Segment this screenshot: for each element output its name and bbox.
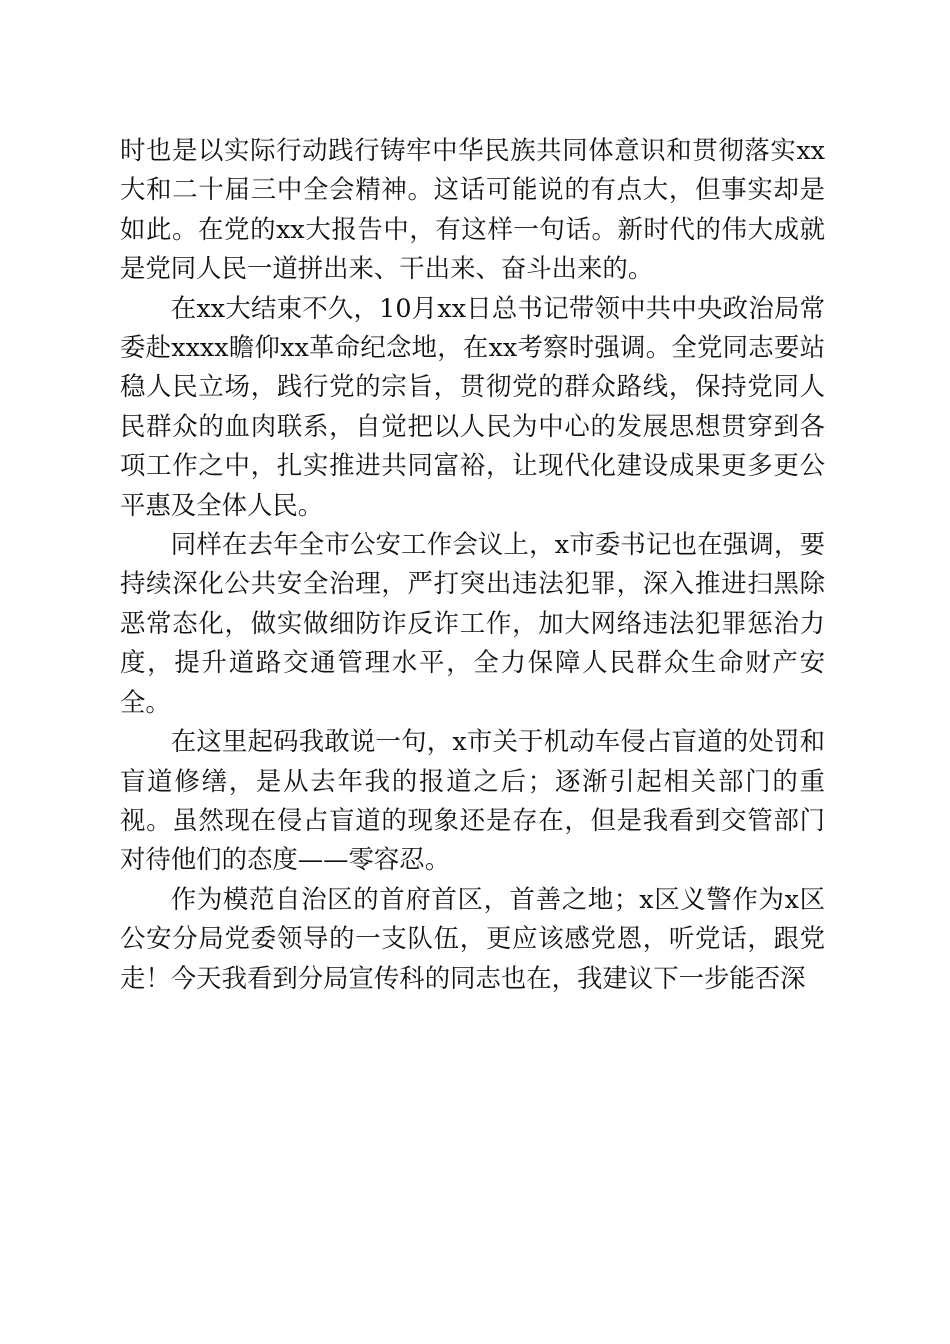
paragraph-city-public-security-meeting: 同样在去年全市公安工作会议上，x市委书记也在强调，要持续深化公共安全治理，严打突出违法犯罪，深入推进扫黑除恶常态化，做实做细防诈反诈工作，加大网络违法犯罪惩治力度，提升道路交通管理水平，全力保障人民群众生命财产安全。	[120, 529, 825, 717]
paragraph-volunteer-police: 作为模范自治区的首府首区，首善之地；x区义警作为x区公安分局党委领导的一支队伍，更应该感党恩，听党话，跟党走！今天我看到分局宣传科的同志也在，我建议下一步能否深	[120, 883, 825, 993]
document-page	[120, 131, 825, 998]
paragraph-blind-lane-enforcement: 在这里起码我敢说一句，x市关于机动车侵占盲道的处罚和盲道修缮，是从去年我的报道之后；逐渐引起相关部门的重视。虽然现在侵占盲道的现象还是存在，但是我看到交管部门对待他们的态度——零容忍。	[120, 726, 825, 875]
paragraph-general-secretary-visit: 在xx大结束不久，10月xx日总书记带领中共中央政治局常委赴xxxx瞻仰xx革命纪念地，在xx考察时强调。全党同志要站稳人民立场，践行党的宗旨，贯彻党的群众路线，保持党同人民群众的血肉联系，自觉把以人民为中心的发展思想贯穿到各项工作之中，扎实推进共同富裕，让现代化建设成果更多更公平惠及全体人民。	[120, 292, 825, 520]
paragraph-continuation: 时也是以实际行动践行铸牢中华民族共同体意识和贯彻落实xx大和二十届三中全会精神。这话可能说的有点大，但事实却是如此。在党的xx大报告中，有这样一句话。新时代的伟大成就是党同人民一道拼出来、干出来、奋斗出来的。	[120, 135, 825, 284]
